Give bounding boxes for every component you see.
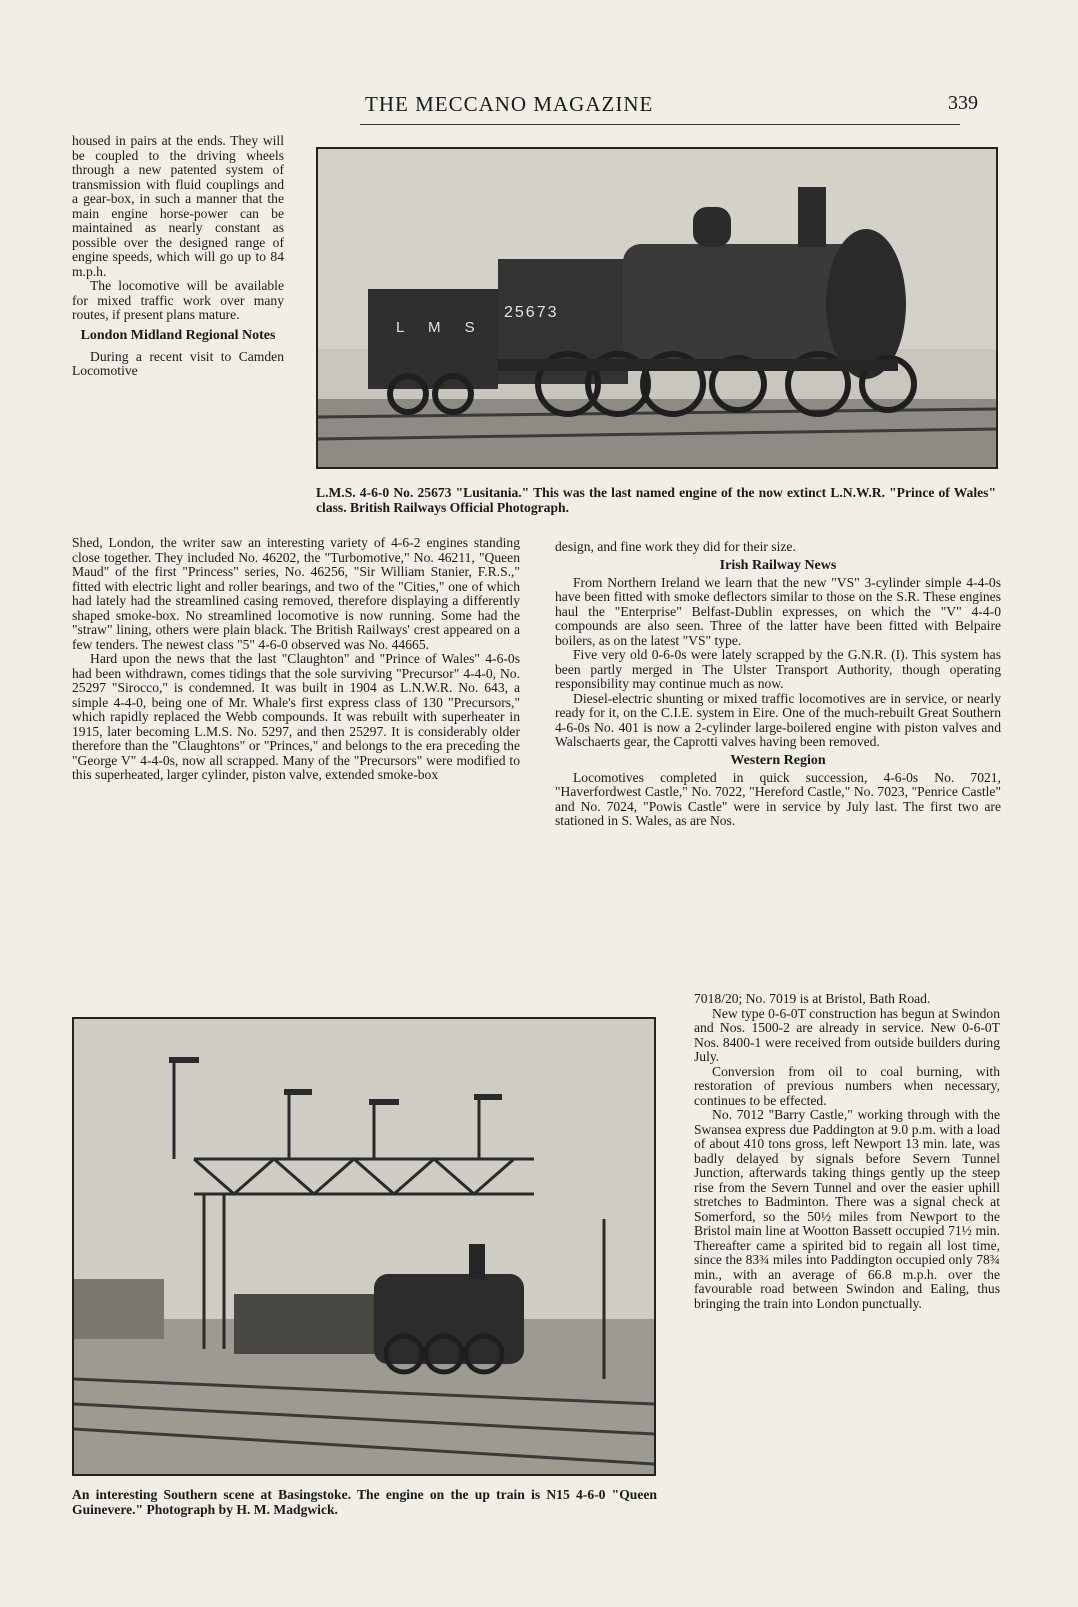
photo-lms-lusitania bbox=[316, 147, 998, 469]
photo-caption-top: L.M.S. 4-6-0 No. 25673 "Lusitania." This was the last named engine of the now extinct L.N.W.R. "Prince of Wales" class. British Railways Official Photograph. bbox=[316, 485, 996, 515]
tender-lettering: L M S bbox=[396, 319, 485, 336]
paragraph: Locomotives completed in quick succession, 4-6-0s No. 7021, "Haverfordwest Castle," No. 7022, "Hereford Castle," No. 7023, "Penrice Castle" and No. 7024, "Powis Castle" were in service by July last. The first two are stationed in S. Wales, as are Nos. bbox=[555, 769, 1001, 828]
signal-gantry-illustration bbox=[74, 1019, 654, 1474]
paragraph: From Northern Ireland we learn that the new "VS" 3-cylinder simple 4-4-0s have been fitted with smoke deflectors similar to those on the S.R. These engines haul the "Enterprise" Belfast-Dublin expresses, on which the "V" 4-4-0 compounds are also seen. Three of the latter have been fitted with Belpaire boilers, as on the latest "VS" type. bbox=[555, 574, 1001, 648]
paragraph: Diesel-electric shunting or mixed traffic locomotives are in service, or nearly ready for it, on the C.I.E. system in Eire. One of the much-rebuilt Great Southern 4-6-0s No. 401 is now a 2-cylinder large-boilered engine with piston valves and Walschaerts gear, the Caprotti valves having been removed. bbox=[555, 690, 1001, 749]
section-heading-irish: Irish Railway News bbox=[719, 557, 837, 573]
column-right-bottom bbox=[694, 992, 1000, 1311]
paragraph: design, and fine work they did for their size. bbox=[555, 539, 796, 554]
column-left-top bbox=[72, 134, 284, 379]
photo-basingstoke bbox=[72, 1017, 656, 1476]
paragraph: Conversion from oil to coal burning, with restoration of previous numbers when necessary, continues to be effected. bbox=[694, 1063, 1000, 1108]
paragraph: Five very old 0-6-0s were lately scrapped by the G.N.R. (I). This system has been partly merged in The Ulster Transport Authority, though operating responsibility may continue much as now. bbox=[555, 647, 1001, 691]
page-header bbox=[60, 88, 1010, 128]
section-heading-lmr: London Midland Regional Notes bbox=[80, 327, 276, 343]
paragraph: No. 7012 "Barry Castle," working through with the Swansea express due Paddington at 9.0 p.m. with a load of about 410 tons gross, left Newport 13 min. late, was badly delayed by signals before Severn Tunnel Junction, afterwards taking things gently up the steep rise from the Severn Tunnel and over the easier uphill stretches to Badminton. There was a signal check at Somerford, so the 50½ miles from Newport to the Bristol main line at Wootton Bassett occupied 71½ min. Thereafter came a spirited bid to regain all lost time, since the 83¾ miles into Paddington occupied only 78¾ min., with an average of 66.8 m.p.h. over the favourable road between Swindon and Ealing, thus bringing the train into London punctually. bbox=[694, 1107, 1000, 1311]
page-number: 339 bbox=[948, 92, 978, 114]
paragraph: 7018/20; No. 7019 is at Bristol, Bath Road. bbox=[694, 991, 931, 1006]
locomotive-illustration bbox=[318, 149, 996, 467]
photo-caption-bottom: An interesting Southern scene at Basingstoke. The engine on the up train is N15 4-6-0 "Queen Guinevere." Photograph by H. M. Madgwick. bbox=[72, 1487, 657, 1517]
cab-number: 25673 bbox=[504, 304, 559, 321]
column-right-main bbox=[555, 540, 1001, 829]
column-left-main bbox=[72, 536, 520, 783]
paragraph: Hard upon the news that the last "Claughton" and "Prince of Wales" 4-6-0s had been withdrawn, comes tidings that the sole surviving "Precursor" 4-4-0, No. 25297 "Sirocco," is condemned. It was built in 1904 as L.N.W.R. No. 643, a simple 4-4-0, being one of Mr. Whale's first express class of 130 "Precursors," which rapidly replaced the Webb compounds. It was rebuilt with superheater in 1915, later becoming L.M.S. No. 5297, and then 25297. It is considerably older therefore than the "Claughtons" or "Princes," and belongs to the era preceding the "George V" 4-4-0s, now all scrapped. Many of the "Precursors" were modified to this superheated, larger cylinder, piston valve, extended smoke-box bbox=[72, 651, 520, 782]
paragraph: New type 0-6-0T construction has begun at Swindon and Nos. 1500-2 are already in service. New 0-6-0T Nos. 8400-1 were received from outside builders during July. bbox=[694, 1005, 1000, 1064]
paragraph: During a recent visit to Camden Locomotive bbox=[72, 348, 284, 378]
paragraph: Shed, London, the writer saw an interesting variety of 4-6-2 engines standing close together. They included No. 46202, the "Turbomotive," No. 46211, "Queen Maud" of the first "Princess" series, No. 46256, "Sir William Stanier, F.R.S.," fitted with electric light and roller bearings, and two of the "Cities," one of which had lately had the streamlined casing removed, therefore displaying a differently shaped smoke-box. No streamlined locomotive is now running. Some had the "straw" lining, others were plain black. The British Railways' crest appeared on a few tenders. The newest class "5" 4-6-0 observed was No. 44665. bbox=[72, 535, 520, 652]
section-heading-western: Western Region bbox=[730, 752, 826, 768]
paragraph: housed in pairs at the ends. They will be coupled to the driving wheels through a new patented system of transmission with fluid couplings and a gear-box, in such a manner that the main engine horse-power can be maintained as nearly constant as possible over the designed range of engine speeds, which will go up to 84 m.p.h. bbox=[72, 133, 284, 279]
header-rule bbox=[360, 124, 960, 125]
magazine-title: THE MECCANO MAGAZINE bbox=[365, 92, 654, 116]
paragraph: The locomotive will be available for mixed traffic work over many routes, if present plans mature. bbox=[72, 278, 284, 322]
